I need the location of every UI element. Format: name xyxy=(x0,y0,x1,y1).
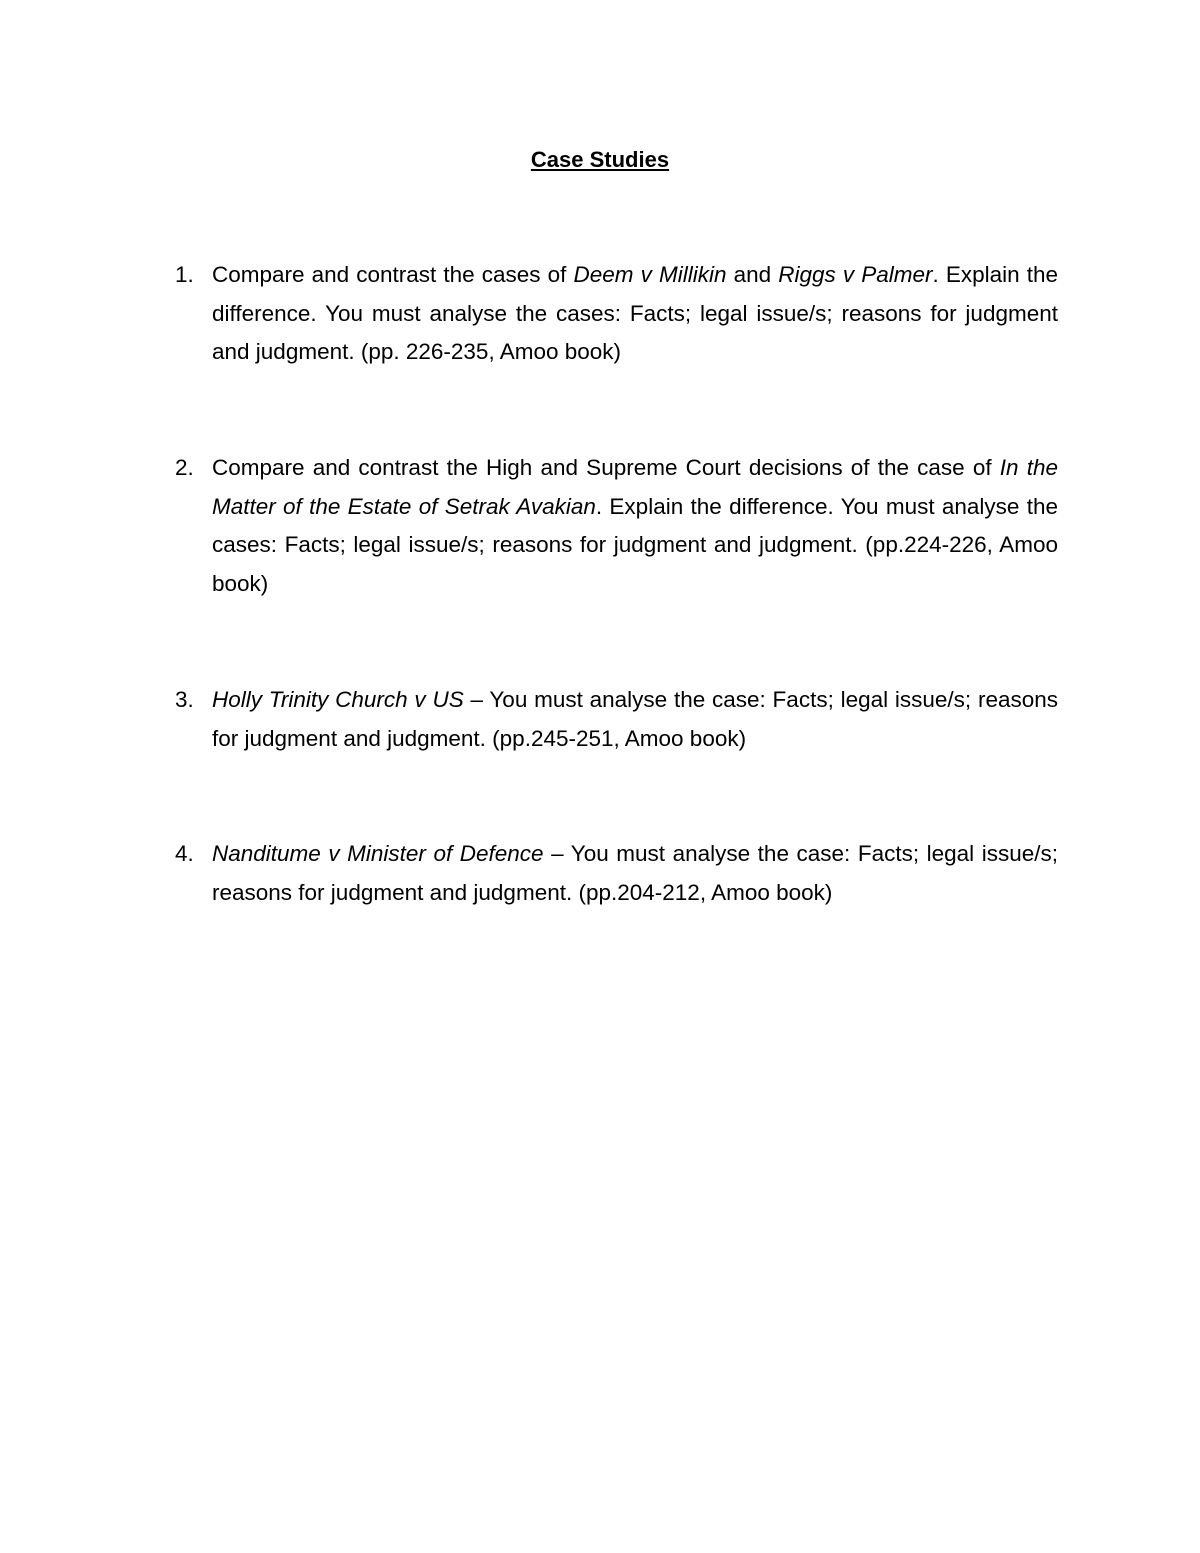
item-text xyxy=(212,256,1058,372)
case-name: Holly Trinity Church v US xyxy=(212,687,464,712)
case-name: Deem v Millikin xyxy=(573,262,727,287)
item-text xyxy=(212,835,1058,912)
item-text-part: – You must analyse the case: Facts; legal issue/s; reasons for judgment and judgment. (pp.204-212, Amoo book) xyxy=(212,841,1058,905)
page-title: Case Studies xyxy=(530,147,670,172)
item-text-part: . Explain the difference. You must analyse the cases: Facts; legal issue/s; reasons for judgment and judgment. (pp.224-226, Amoo book) xyxy=(212,493,1058,596)
item-text xyxy=(212,449,1058,603)
list-item xyxy=(175,256,1058,372)
list-item xyxy=(175,449,1058,603)
item-text-part: Compare and contrast the High and Supreme Court decisions of the case of xyxy=(212,455,1000,480)
item-number: 3. xyxy=(175,687,194,712)
item-text-part: – You must analyse the case: Facts; legal issue/s; reasons for judgment and judgment. (pp.245-251, Amoo book) xyxy=(212,687,1058,751)
item-text-part: . Explain the difference. You must analyse the cases: Facts; legal issue/s; reasons for judgment and judgment. (pp. 226-235, Amoo book) xyxy=(212,262,1059,364)
item-number: 1. xyxy=(175,262,194,287)
case-name: Nanditume v Minister of Defence xyxy=(212,841,544,866)
list-item xyxy=(175,835,1058,912)
item-number: 4. xyxy=(175,841,194,866)
list-item xyxy=(175,681,1058,758)
item-text-part: and xyxy=(726,262,779,287)
item-number: 2. xyxy=(175,455,194,480)
case-name: Riggs v Palmer xyxy=(778,262,933,287)
item-text-part: Compare and contrast the cases of xyxy=(212,262,574,287)
case-name: In the Matter of the Estate of Setrak Avakian xyxy=(212,455,1058,519)
item-text xyxy=(212,681,1058,758)
